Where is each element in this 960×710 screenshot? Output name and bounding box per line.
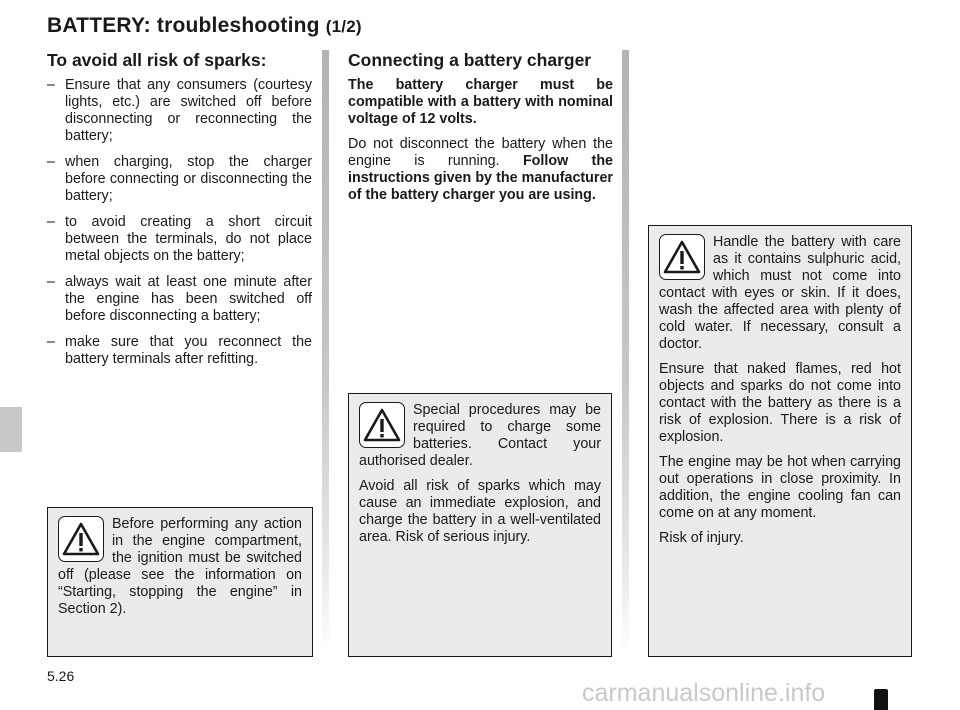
warning-box-battery-handling xyxy=(648,225,912,657)
warning-text: Handle the battery with care as it contains sulphuric acid, which must not come into contact with eyes or skin. If it does, wash the affected area with plenty of cold water. If necessary, consult a doctor. xyxy=(659,234,901,352)
warning-triangle-icon xyxy=(58,516,104,562)
warning-text: Ensure that naked flames, red hot objects and sparks do not come into contact with the battery as there is a risk of explosion. There is a risk of explosion. xyxy=(659,361,901,445)
list-item: – Ensure that any consumers (courtesy lights, etc.) are switched off before disconnecting or reconnecting the battery; xyxy=(47,77,312,145)
warning-box-ignition xyxy=(47,507,313,657)
column-divider-left xyxy=(322,50,329,653)
warning-text: Before performing any action in the engine compartment, the ignition must be switched off (please see the information on “Starting, stopping the engine” in Section 2). xyxy=(58,516,302,617)
column-divider-right xyxy=(622,50,629,653)
left-heading: To avoid all risk of sparks: xyxy=(47,50,267,70)
warning-text: The engine may be hot when carrying out operations in close proximity. In addition, the engine cooling fan can come on at any moment. xyxy=(659,454,901,521)
page-title xyxy=(47,14,362,38)
warning-triangle-icon xyxy=(659,234,705,280)
warning-box-charging xyxy=(348,393,612,657)
list-item: – make sure that you reconnect the battery terminals after refitting. xyxy=(47,334,312,368)
charger-instructions xyxy=(348,136,613,204)
charger-compatibility-text: The battery charger must be compatible with a battery with nominal voltage of 12 volts. xyxy=(348,77,613,127)
watermark: carmanualsonline.info xyxy=(582,679,826,707)
list-item: – when charging, stop the charger before connecting or disconnecting the battery; xyxy=(47,154,312,205)
warning-triangle-icon xyxy=(359,402,405,448)
section-tab xyxy=(0,407,22,452)
middle-heading: Connecting a battery charger xyxy=(348,50,592,70)
charger-instructions-bold: Follow the instructions given by the manufacturer of the battery charger you are using. xyxy=(348,153,613,203)
page-number: 5.26 xyxy=(47,668,75,684)
warning-text: Special procedures may be required to charge some batteries. Contact your authorised dealer. xyxy=(359,402,601,469)
page-title-text: BATTERY: troubleshooting xyxy=(47,14,320,37)
spark-precautions-list xyxy=(47,77,312,377)
warning-text: Avoid all risk of sparks which may cause an immediate explosion, and charge the battery in a well-ventilated area. Risk of serious injury. xyxy=(359,478,601,545)
charger-instructions-plain: Do not disconnect the battery when the engine is running. xyxy=(348,136,613,169)
page-part: (1/2) xyxy=(325,17,362,36)
list-item: – to avoid creating a short circuit between the terminals, do not place metal objects on the battery; xyxy=(47,214,312,265)
page-marker xyxy=(874,689,888,710)
warning-text: Risk of injury. xyxy=(659,530,744,546)
list-item: – always wait at least one minute after the engine has been switched off before disconnecting a battery; xyxy=(47,274,312,325)
